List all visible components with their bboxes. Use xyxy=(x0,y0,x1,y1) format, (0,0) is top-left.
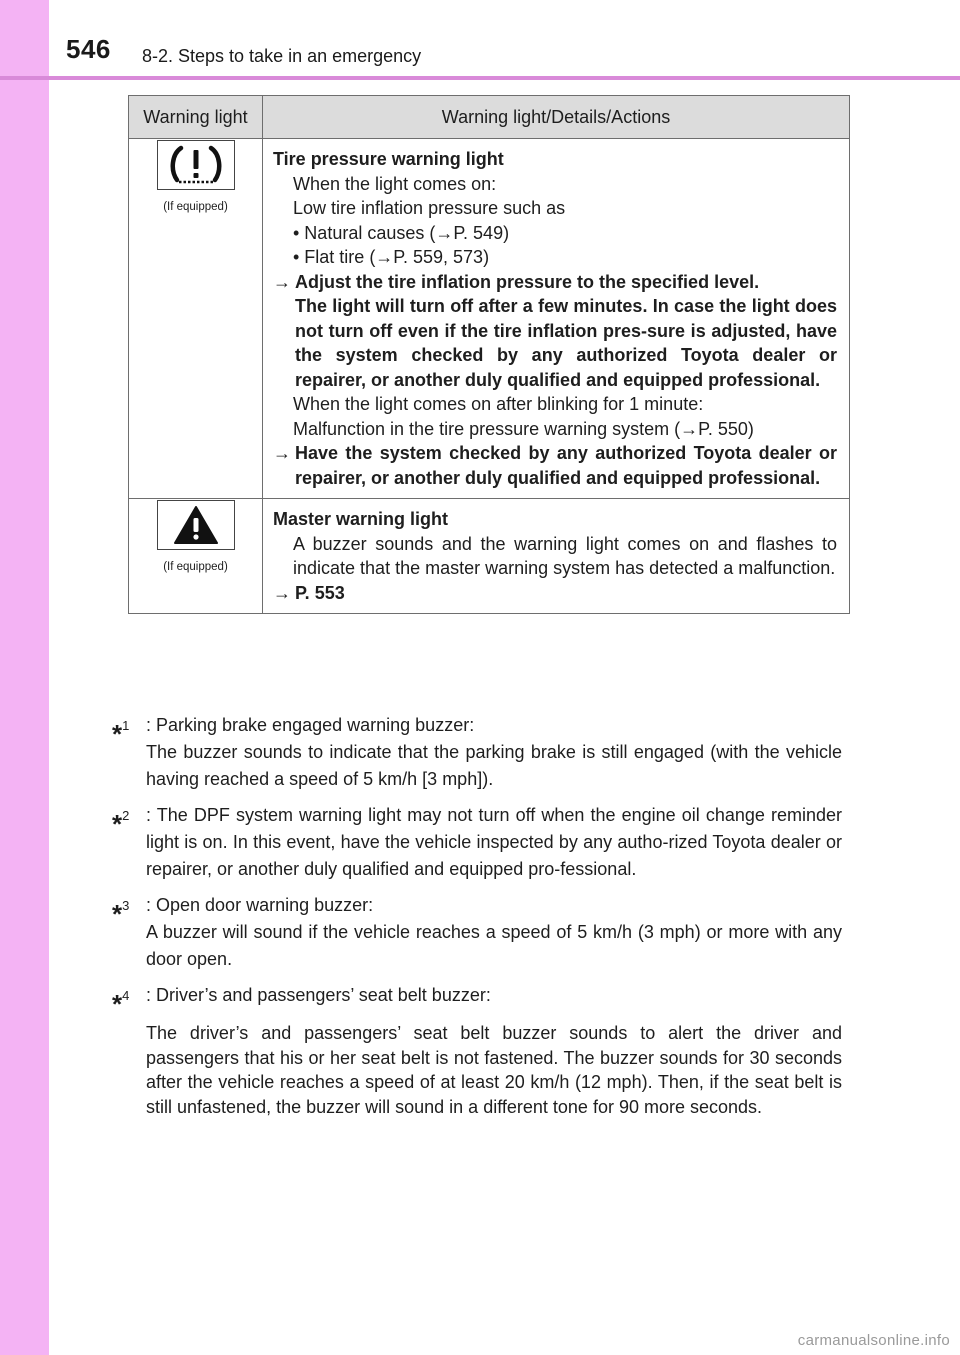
footnote-title: : Open door warning buzzer: xyxy=(146,895,374,915)
footnote-number: 1 xyxy=(122,718,130,733)
icon-cell xyxy=(129,139,263,499)
asterisk-icon: * xyxy=(112,899,123,929)
footnote-number: 4 xyxy=(122,988,130,1003)
page-number: 546 xyxy=(66,34,111,64)
watermark: carmanualsonline.info xyxy=(797,1332,950,1349)
footnote-title: : The DPF system warning light may not turn off when the engine oil change reminder light is on. In this event, have the vehicle inspected by any autho-rized Toyota dealer or repairer, or another duly qualified and equipped pro-fessional. xyxy=(146,805,842,879)
column-header-warning-light: Warning light xyxy=(129,96,263,139)
footnote-body: The driver’s and passengers’ seat belt buzzer sounds to alert the driver and passengers that his or her seat belt is not fastened. The buzzer sounds for 30 seconds after the vehicle reaches a speed of at least 20 km/h (12 mph). Then, if the seat belt is still unfastened, the buzzer will sound in a different tone for 90 more seconds. xyxy=(146,1023,842,1117)
bullet-item: • Flat tire (→P. 559, 573) xyxy=(293,247,490,267)
page-reference: P. 553 xyxy=(295,582,345,603)
tire-pressure-icon xyxy=(157,140,235,190)
table-header-row xyxy=(129,96,850,139)
warning-title: Master warning light xyxy=(273,509,449,529)
arrow-icon: → xyxy=(273,443,291,463)
action-text: Have the system checked by any authorized Toyota dealer or repairer, or another duly qualified and equipped professional. xyxy=(295,443,837,488)
if-equipped-label: (If equipped) xyxy=(163,561,228,573)
warning-light-table xyxy=(128,95,850,614)
arrow-icon: → xyxy=(273,582,291,603)
column-header-details: Warning light/Details/Actions xyxy=(263,96,850,139)
action-item xyxy=(273,441,837,490)
details-cell xyxy=(263,499,850,614)
condition-text: Low tire inflation pressure such as xyxy=(293,198,566,218)
page-side-tab xyxy=(0,0,49,1355)
footnote-body: The buzzer sounds to indicate that the parking brake is still engaged (with the vehicle having reached a speed of 5 km/h [3 mph]). xyxy=(146,742,842,789)
arrow-icon: → xyxy=(273,271,291,292)
header-divider xyxy=(0,76,960,80)
table-row xyxy=(129,499,850,614)
action-text: Adjust the tire inflation pressure to the specified level. xyxy=(295,271,760,292)
condition-text: Malfunction in the tire pressure warning system (→P. 550) xyxy=(293,418,754,439)
footnote-title: : Parking brake engaged warning buzzer: xyxy=(146,715,475,735)
footnotes xyxy=(112,712,842,1128)
master-warning-icon xyxy=(157,500,235,550)
footnote-number: 3 xyxy=(122,898,130,913)
action-item xyxy=(273,270,837,393)
asterisk-icon: * xyxy=(112,719,123,749)
action-item xyxy=(273,581,837,606)
warning-title: Tire pressure warning light xyxy=(273,149,504,169)
asterisk-icon: * xyxy=(112,809,123,839)
action-text: The light will turn off after a few minutes. In case the light does not turn off even if the tire inflation pres-sure is adjusted, have the system checked by any authorized Toyota dealer or repairer, or another duly qualified and equipped professional. xyxy=(295,296,837,390)
bullet-item: • Natural causes (→P. 549) xyxy=(293,222,510,243)
footnote xyxy=(112,982,842,1119)
condition-text: A buzzer sounds and the warning light comes on and flashes to indicate that the master warning system has detected a malfunction. xyxy=(293,533,837,578)
section-title: 8-2. Steps to take in an emergency xyxy=(142,46,422,66)
footnote-number: 2 xyxy=(122,808,130,823)
asterisk-icon: * xyxy=(112,989,123,1019)
footnote-title: : Driver’s and passengers’ seat belt buzzer: xyxy=(146,985,491,1005)
condition-text: When the light comes on: xyxy=(293,173,497,194)
footnote xyxy=(112,802,842,883)
footnote xyxy=(112,712,842,793)
icon-cell xyxy=(129,499,263,614)
details-cell xyxy=(263,139,850,499)
footnote xyxy=(112,892,842,973)
footnote-body: A buzzer will sound if the vehicle reaches a speed of 5 km/h (3 mph) or more with any door open. xyxy=(146,922,842,969)
if-equipped-label: (If equipped) xyxy=(163,201,228,213)
condition-text: When the light comes on after blinking for 1 minute: xyxy=(293,394,704,414)
table-row xyxy=(129,139,850,499)
